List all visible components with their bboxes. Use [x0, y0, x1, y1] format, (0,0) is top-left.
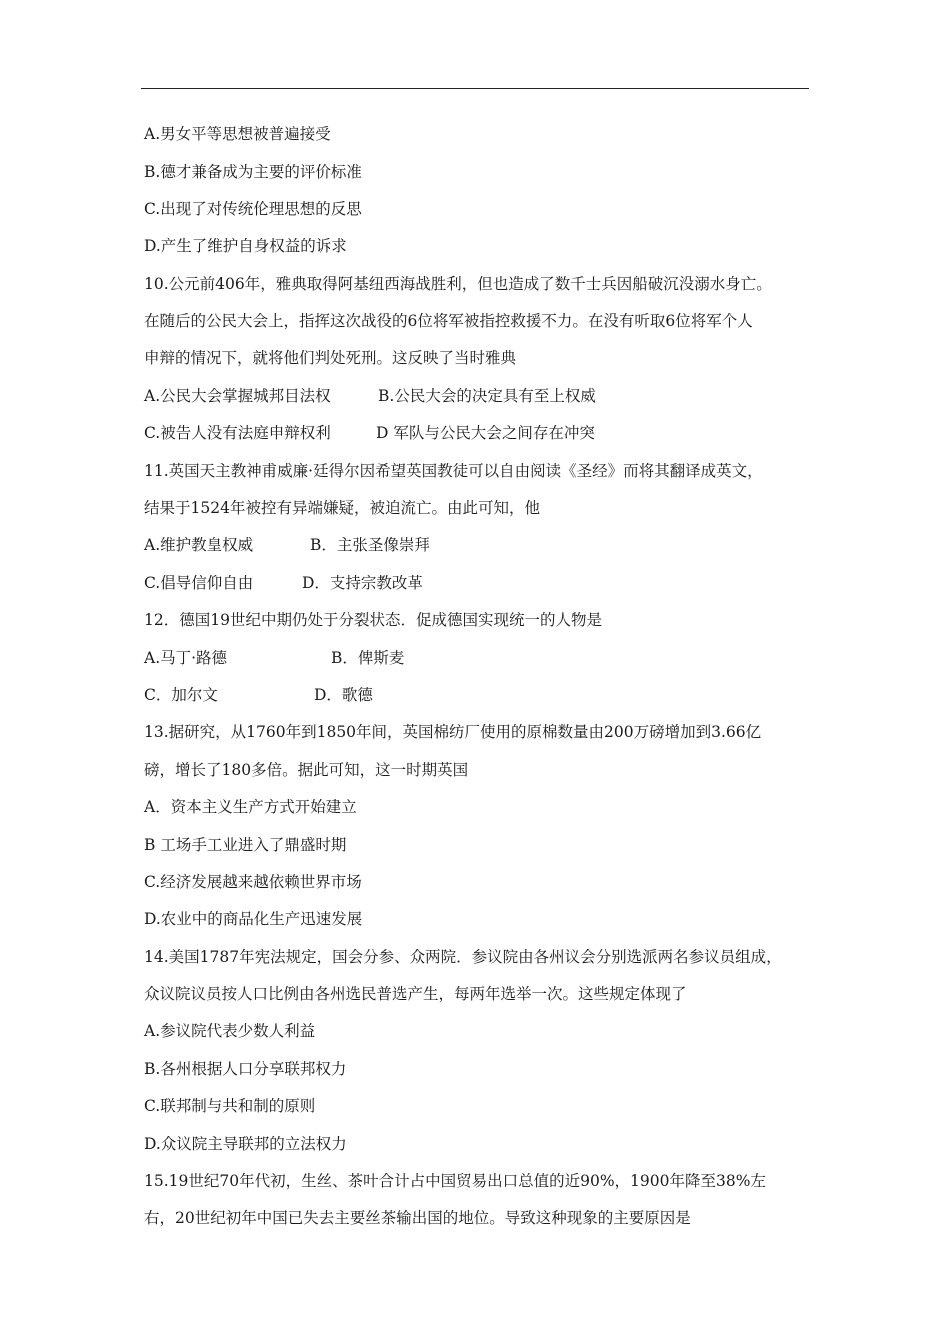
q10-stem-line: 申辩的情况下，就将他们判处死刑。这反映了当时雅典	[144, 349, 517, 367]
q10-stem-line: 在随后的公民大会上，指挥这次战役的6位将军被指控救援不力。在没有听取6位将军个人	[144, 312, 753, 330]
q11-options-row-1	[144, 535, 430, 555]
q11-option-b: B．主张圣像崇拜	[310, 536, 430, 554]
q9-option-a: A.男女平等思想被普遍接受	[144, 125, 331, 143]
q10-stem-line: 10.公元前406年，雅典取得阿基纽西海战胜利，但也造成了数千士兵因船破沉没溺水身亡。	[144, 275, 772, 293]
q14-stem-line: 14.美国1787年宪法规定，国会分参、众两院．参议院由各州议会分别选派两名参议员组成，	[144, 948, 782, 966]
q14-option-c: C.联邦制与共和制的原则	[144, 1097, 316, 1115]
q10-options-row-1	[144, 386, 596, 406]
q10-options-row-2	[144, 423, 595, 443]
q11-options-row-2	[144, 573, 423, 593]
q13-stem-line: 13.据研究，从1760年到1850年间，英国棉纺厂使用的原棉数量由200万磅增加到3.66亿	[144, 723, 762, 741]
q11-option-a: A.维护教皇权威	[144, 536, 254, 554]
q14-stem-line: 众议院议员按人口比例由各州选民普选产生，每两年选举一次。这些规定体现了	[144, 985, 687, 1003]
q11-option-d: D．支持宗教改革	[302, 574, 423, 592]
q11-stem-line: 11.英国天主教神甫威廉·廷得尔因希望英国教徒可以自由阅读《圣经》而将其翻译成英文，	[144, 462, 763, 480]
q10-option-b: B.公民大会的决定具有至上权威	[378, 387, 596, 405]
q11-stem-line: 结果于1524年被控有异端嫌疑，被迫流亡。由此可知，他	[144, 499, 540, 517]
q9-option-d: D.产生了维护自身权益的诉求	[144, 237, 347, 255]
q13-option-a: A．资本主义生产方式开始建立	[144, 798, 357, 816]
q12-options-row-2	[144, 685, 373, 705]
q12-option-b: B．俾斯麦	[331, 649, 405, 667]
q12-option-d: D．歌德	[314, 686, 373, 704]
header-rule	[141, 88, 809, 89]
q12-stem: 12．德国19世纪中期仍处于分裂状态．促成德国实现统一的人物是	[144, 611, 602, 629]
q14-option-a: A.参议院代表少数人利益	[144, 1022, 316, 1040]
q10-option-a: A.公民大会掌握城邦目法权	[144, 387, 331, 405]
q13-option-d: D.农业中的商品化生产迅速发展	[144, 910, 363, 928]
q10-option-c: C.被告人没有法庭申辩权利	[144, 424, 331, 442]
q9-option-c: C.出现了对传统伦理思想的反思	[144, 200, 362, 218]
q14-option-b: B.各州根据人口分享联邦权力	[144, 1060, 347, 1078]
q15-stem-line: 15.19世纪70年代初，生丝、茶叶合计占中国贸易出口总值的近90%，1900年降至38%左	[144, 1172, 766, 1190]
q12-option-a: A.马丁·路德	[144, 649, 228, 667]
q12-option-c: C．加尔文	[144, 686, 218, 704]
q9-option-b: B.德才兼备成为主要的评价标准	[144, 163, 362, 181]
q13-option-c: C.经济发展越来越依赖世界市场	[144, 873, 362, 891]
q13-option-b: B 工场手工业进入了鼎盛时期	[144, 836, 347, 854]
q13-stem-line: 磅，增长了180多倍。据此可知，这一时期英国	[144, 761, 469, 779]
q15-stem-line: 右，20世纪初年中国已失去主要丝茶输出国的地位。导致这种现象的主要原因是	[144, 1209, 691, 1227]
q14-option-d: D.众议院主导联邦的立法权力	[144, 1135, 347, 1153]
q12-options-row-1	[144, 648, 405, 668]
q10-option-d: D 军队与公民大会之间存在冲突	[376, 424, 595, 442]
q11-option-c: C.倡导信仰自由	[144, 574, 254, 592]
